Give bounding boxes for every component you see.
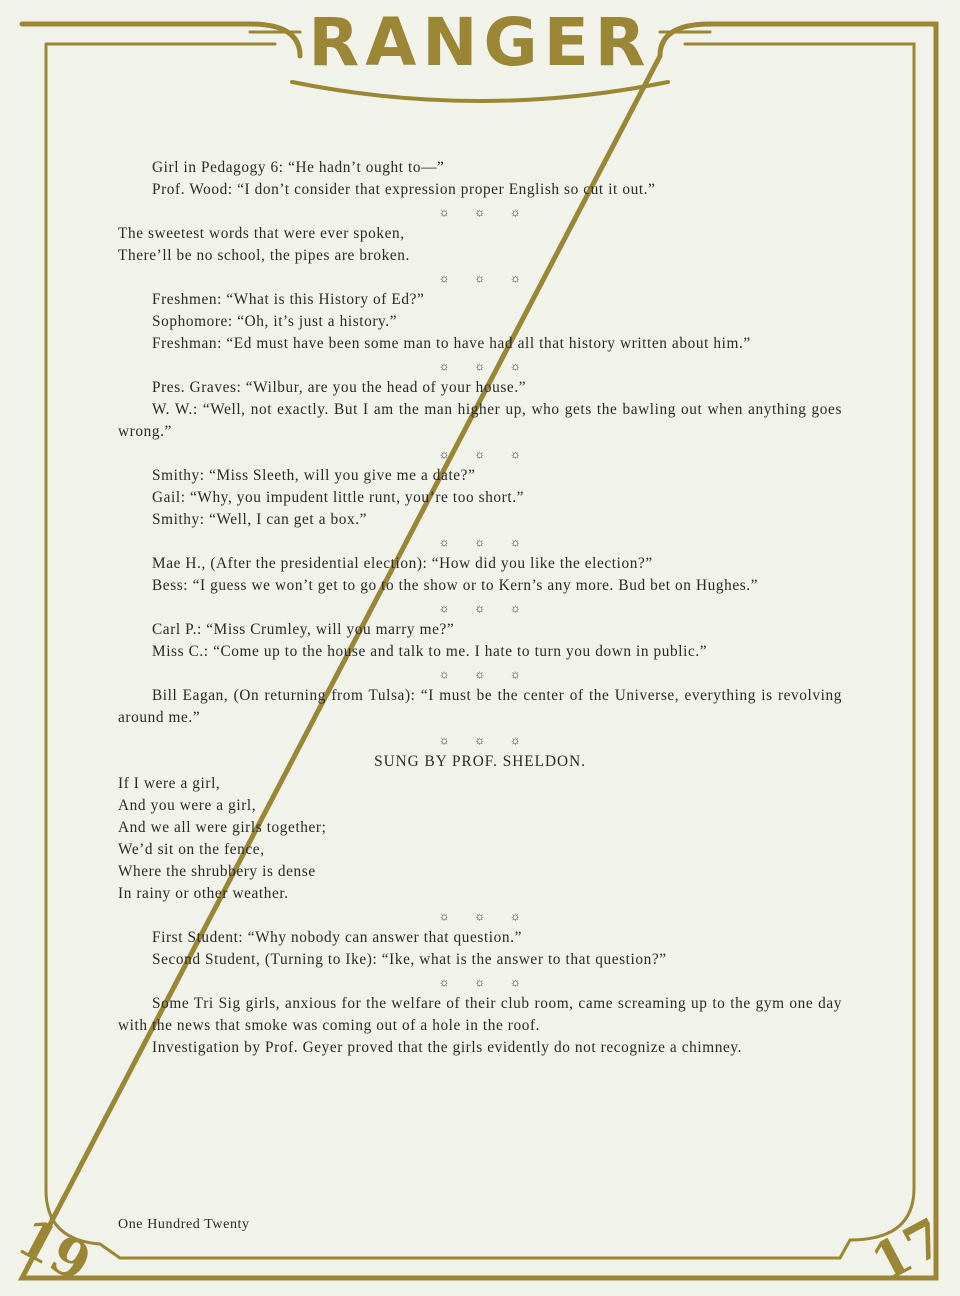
- paragraph: Investigation by Prof. Geyer proved that the girls evidently do not recognize a chimney.: [152, 1039, 743, 1056]
- sun-ornament-icon: ☼: [438, 535, 451, 549]
- sun-ornament-icon: ☼: [474, 909, 486, 923]
- paragraph: Carl P.: “Miss Crumley, will you marry me?”: [152, 621, 455, 638]
- separator: [118, 729, 842, 751]
- separator: [118, 971, 842, 993]
- separator: [118, 663, 842, 685]
- sun-ornament-icon: ☼: [509, 601, 522, 615]
- separator: [118, 443, 842, 465]
- year-left: 19: [7, 1206, 101, 1295]
- sun-ornament-icon: ☼: [474, 535, 486, 549]
- verse-line: We’d sit on the fence,: [118, 841, 265, 858]
- verse-line: The sweetest words that were ever spoken,: [118, 225, 405, 242]
- song-heading: SUNG BY PROF. SHELDON.: [374, 753, 586, 770]
- sun-ornament-icon: ☼: [474, 447, 486, 461]
- separator: [118, 355, 842, 377]
- paragraph: Prof. Wood: “I don’t consider that expression proper English so cut it out.”: [152, 181, 656, 198]
- paragraph: First Student: “Why nobody can answer that question.”: [152, 929, 522, 946]
- sun-ornament-icon: ☼: [509, 733, 522, 747]
- separator: [118, 531, 842, 553]
- page-content: [118, 157, 842, 1059]
- sun-ornament-icon: ☼: [509, 205, 522, 219]
- sun-ornament-icon: ☼: [509, 909, 522, 923]
- sun-ornament-icon: ☼: [474, 205, 486, 219]
- verse-line: And we all were girls together;: [118, 819, 327, 836]
- header-title: RANGER: [308, 4, 652, 81]
- paragraph: Pres. Graves: “Wilbur, are you the head of your house.”: [152, 379, 527, 396]
- paragraph: Freshman: “Ed must have been some man to have had all that history written about him.”: [152, 335, 751, 352]
- sun-ornament-icon: ☼: [474, 601, 486, 615]
- sun-ornament-icon: ☼: [438, 909, 451, 923]
- paragraph: Miss C.: “Come up to the house and talk to me. I hate to turn you down in public.”: [152, 643, 708, 660]
- sun-ornament-icon: ☼: [438, 601, 451, 615]
- verse-line: If I were a girl,: [118, 775, 221, 792]
- paragraph: Second Student, (Turning to Ike): “Ike, what is the answer to that question?”: [152, 951, 667, 968]
- page-number: One Hundred Twenty: [118, 1217, 250, 1232]
- paragraph: W. W.: “Well, not exactly. But I am the man higher up, who gets the bawling out when anything goes wrong.”: [118, 401, 842, 440]
- verse-line: And you were a girl,: [118, 797, 257, 814]
- paragraph: Some Tri Sig girls, anxious for the welfare of their club room, came screaming up to the gym one day with the news that smoke was coming out of a hole in the roof.: [118, 995, 842, 1034]
- sun-ornament-icon: ☼: [509, 975, 522, 989]
- paragraph: Gail: “Why, you impudent little runt, you’re too short.”: [152, 489, 525, 506]
- sun-ornament-icon: ☼: [438, 205, 451, 219]
- paragraph: Smithy: “Well, I can get a box.”: [152, 511, 368, 528]
- sun-ornament-icon: ☼: [438, 359, 451, 373]
- sun-ornament-icon: ☼: [474, 667, 486, 681]
- sun-ornament-icon: ☼: [438, 667, 451, 681]
- paragraph: Mae H., (After the presidential election): “How did you like the election?”: [152, 555, 653, 572]
- sun-ornament-icon: ☼: [474, 733, 486, 747]
- sun-ornament-icon: ☼: [509, 271, 522, 285]
- sun-ornament-icon: ☼: [474, 271, 486, 285]
- separator: [118, 597, 842, 619]
- separator: [118, 201, 842, 223]
- sun-ornament-icon: ☼: [438, 447, 451, 461]
- paragraph: Bill Eagan, (On returning from Tulsa): “I must be the center of the Universe, everything is revolving around me.”: [118, 687, 842, 726]
- sun-ornament-icon: ☼: [438, 733, 451, 747]
- paragraph: Bess: “I guess we won’t get to go to the show or to Kern’s any more. Bud bet on Hughes.”: [152, 577, 759, 594]
- year-right: 17: [861, 1206, 955, 1295]
- paragraph: Girl in Pedagogy 6: “He hadn’t ought to—”: [152, 159, 445, 176]
- verse-line: In rainy or other weather.: [118, 885, 289, 902]
- separator: [118, 267, 842, 289]
- sun-ornament-icon: ☼: [474, 975, 486, 989]
- sun-ornament-icon: ☼: [509, 447, 522, 461]
- sun-ornament-icon: ☼: [438, 975, 451, 989]
- sun-ornament-icon: ☼: [474, 359, 486, 373]
- sun-ornament-icon: ☼: [509, 359, 522, 373]
- verse-line: Where the shrubbery is dense: [118, 863, 316, 880]
- separator: [118, 905, 842, 927]
- sun-ornament-icon: ☼: [438, 271, 451, 285]
- paragraph: Smithy: “Miss Sleeth, will you give me a date?”: [152, 467, 476, 484]
- paragraph: Freshmen: “What is this History of Ed?”: [152, 291, 425, 308]
- sun-ornament-icon: ☼: [509, 535, 522, 549]
- verse-line: There’ll be no school, the pipes are broken.: [118, 247, 410, 264]
- paragraph: Sophomore: “Oh, it’s just a history.”: [152, 313, 398, 330]
- sun-ornament-icon: ☼: [509, 667, 522, 681]
